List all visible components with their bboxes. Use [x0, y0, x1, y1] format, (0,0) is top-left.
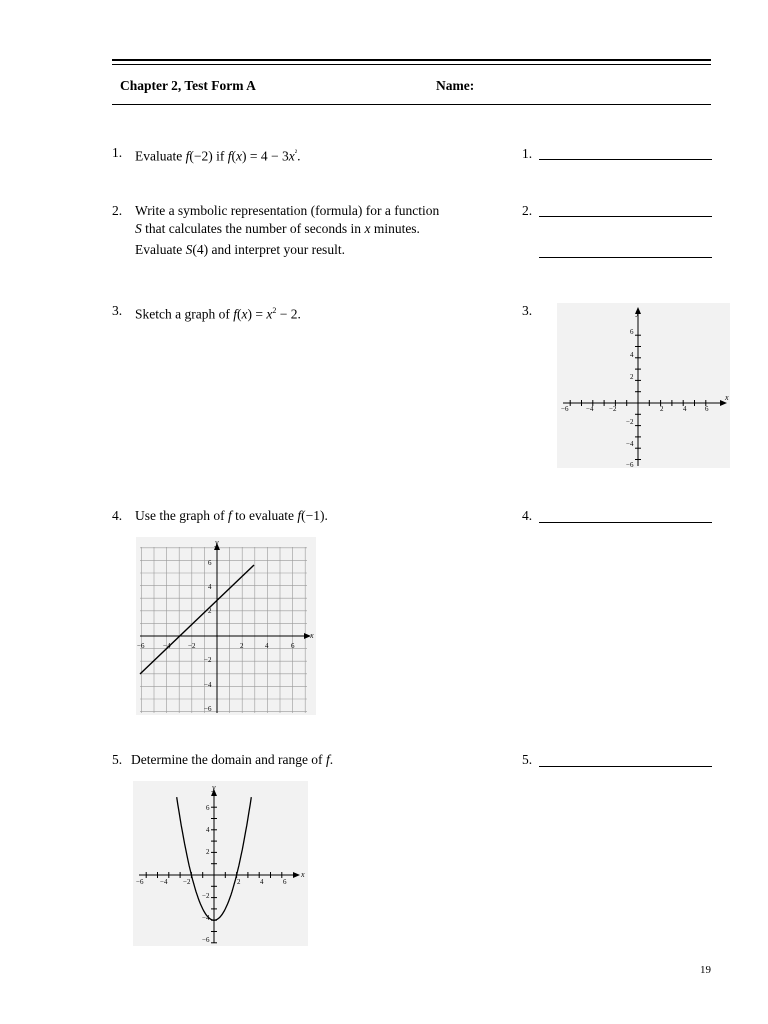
graph-4-tick-x2: 2 [240, 642, 244, 650]
graph-5-y-label: y [212, 783, 216, 792]
graph-5-tick-ym6: −6 [202, 936, 210, 944]
graph-3-tick-ym4: −4 [626, 440, 634, 448]
graph-4-tick-xm6: −6 [137, 642, 145, 650]
graph-3-tick-x4: 4 [683, 405, 687, 413]
graph-4-tick-y4: 4 [208, 583, 212, 591]
graph-3-tick-xm4: −4 [586, 405, 594, 413]
graph-5-tick-x4: 4 [260, 878, 264, 886]
graph-3-blank-axes[interactable] [557, 303, 730, 468]
question-2-line-1: Write a symbolic representation (formula) for a function [135, 203, 440, 218]
answer-3-label: 3. [522, 303, 533, 318]
graph-4-y-label: y [215, 538, 219, 547]
graph-5-tick-y2: 2 [206, 848, 210, 856]
graph-4-tick-y6: 6 [208, 559, 212, 567]
chapter-title: Chapter 2, Test Form A [120, 78, 256, 93]
graph-5-tick-x6: 6 [283, 878, 287, 886]
graph-3-tick-ym6: −6 [626, 461, 634, 468]
question-2-line-3: Evaluate S(4) and interpret your result. [135, 242, 345, 257]
question-1-text: Evaluate f(−2) if $f(x) = 4 - 3x^{^2}$. [135, 148, 301, 164]
answer-5-blank[interactable] [539, 765, 712, 767]
graph-4-x-label: x [310, 631, 314, 640]
question-2-number: 2. [112, 203, 123, 218]
answer-2-blank[interactable] [539, 215, 712, 217]
answer-1-label: 1. [522, 146, 533, 161]
question-3-number: 3. [112, 303, 123, 318]
graph-4-tick-x4: 4 [265, 642, 269, 650]
graph-5-tick-ym2: −2 [202, 892, 210, 900]
question-5-number: 5. [112, 752, 123, 767]
graph-3-tick-xm2: −2 [609, 405, 617, 413]
answer-5-label: 5. [522, 752, 533, 767]
graph-3-tick-y4: 4 [630, 351, 634, 359]
graph-4-line [136, 537, 316, 715]
graph-5-tick-y4: 4 [206, 826, 210, 834]
graph-5-tick-ym4: −4 [202, 914, 210, 922]
graph-5-tick-y6: 6 [206, 804, 210, 812]
answer-4-label: 4. [522, 508, 533, 523]
graph-3-tick-y2: 2 [630, 373, 634, 381]
question-1-number: 1. [112, 145, 123, 160]
graph-3-tick-y6: 6 [630, 328, 634, 336]
question-4-number: 4. [112, 508, 123, 523]
name-label: Name: [436, 78, 475, 93]
graph-4-tick-ym2: −2 [204, 656, 212, 664]
answer-2-label: 2. [522, 203, 533, 218]
header-rule-bottom [112, 104, 711, 105]
answer-2b-blank[interactable] [539, 256, 712, 258]
graph-5-tick-xm6: −6 [136, 878, 144, 886]
graph-3-tick-x6: 6 [705, 405, 709, 413]
graph-3-x-label: x [725, 393, 729, 402]
question-2-line-2: S that calculates the number of seconds in x minutes. [135, 221, 420, 236]
graph-4-tick-ym6: −6 [204, 705, 212, 713]
graph-5-parabola [133, 781, 308, 946]
graph-5-tick-xm4: −4 [160, 878, 168, 886]
header-rule-second [112, 64, 711, 65]
question-5-text: Determine the domain and range of f. [131, 752, 334, 767]
answer-1-blank[interactable] [539, 158, 712, 160]
graph-3-tick-xm6: −6 [561, 405, 569, 413]
header-rule-top [112, 59, 711, 61]
graph-4-tick-x6: 6 [291, 642, 295, 650]
graph-4-tick-y2: 2 [208, 607, 212, 615]
graph-5-tick-x2: 2 [237, 878, 241, 886]
graph-4-tick-xm4: −4 [163, 642, 171, 650]
graph-3-y-label: y [636, 308, 640, 317]
graph-3-tick-ym2: −2 [626, 418, 634, 426]
question-3-text: Sketch a graph of $f(x) = x^2 - 2$. [135, 306, 301, 322]
graph-5-x-label: x [301, 870, 305, 879]
question-4-text: Use the graph of f to evaluate f(−1). [135, 508, 328, 523]
graph-3-tick-x2: 2 [660, 405, 664, 413]
graph-5-tick-xm2: −2 [183, 878, 191, 886]
page-number: 19 [700, 964, 711, 976]
graph-4-tick-xm2: −2 [188, 642, 196, 650]
answer-4-blank[interactable] [539, 521, 712, 523]
graph-4-tick-ym4: −4 [204, 681, 212, 689]
